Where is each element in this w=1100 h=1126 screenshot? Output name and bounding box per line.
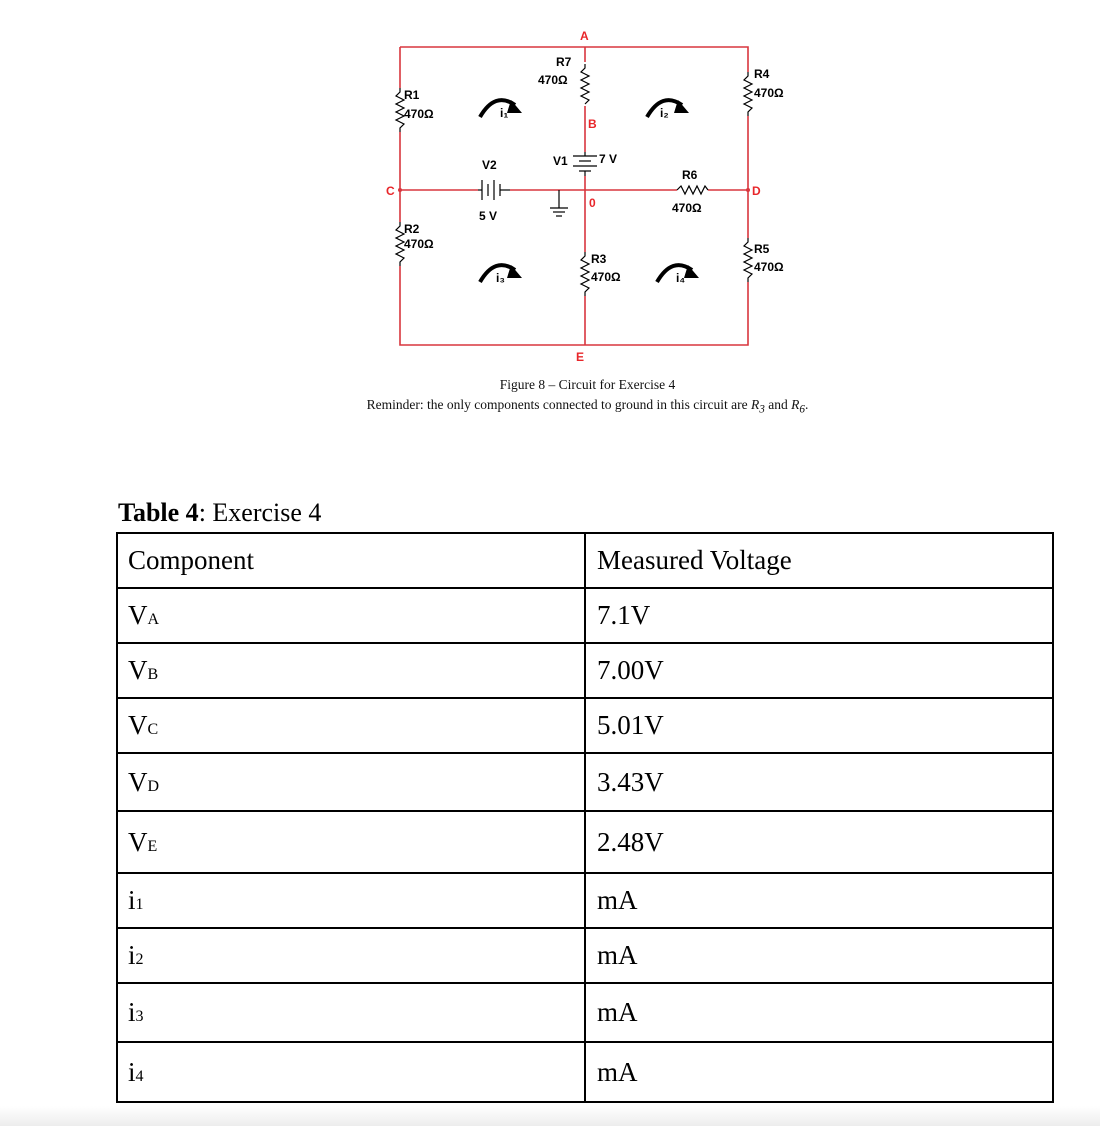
node-c-label: C [386, 184, 395, 198]
table-title-rest: : Exercise 4 [198, 498, 322, 527]
battery-v1 [553, 152, 617, 176]
table-header-row [117, 533, 1053, 588]
resistor-r5 [742, 238, 784, 282]
node-c-dot [398, 188, 402, 192]
r4-value: 470Ω [754, 86, 784, 100]
row-value[interactable]: 7.1V [585, 588, 1053, 643]
row-value[interactable]: 5.01V [585, 698, 1053, 753]
ground-icon [550, 208, 568, 216]
resistor-r1 [394, 88, 434, 132]
resistor-r2 [394, 222, 434, 266]
r7-value: 470Ω [538, 73, 568, 87]
r6-value: 470Ω [672, 201, 702, 215]
table-row [117, 811, 1053, 873]
node-a-label: A [580, 29, 589, 43]
node-d-label: D [752, 184, 761, 198]
row-label: VB [117, 643, 585, 698]
reminder-prefix: Reminder: the only components connected to ground in this circuit are [366, 397, 751, 412]
page-bottom-shadow [0, 1106, 1100, 1126]
table-row [117, 873, 1053, 928]
table-title-bold: Table 4 [118, 498, 199, 527]
reminder-and: and [764, 397, 792, 412]
v2-value: 5 V [479, 209, 498, 223]
row-value[interactable]: 2.48V [585, 811, 1053, 873]
i4-label: i₄ [676, 271, 686, 285]
row-label: i1 [117, 873, 585, 928]
v2-name: V2 [482, 158, 497, 172]
row-value[interactable]: mA [585, 1042, 1053, 1102]
figure-reminder: Reminder: the only components connected to ground in this circuit are $R_3$ and $R_6$. [366, 397, 809, 416]
node-e-label: E [576, 350, 585, 364]
row-label: VC [117, 698, 585, 753]
node-labels [386, 29, 761, 364]
node-0-label: 0 [589, 196, 596, 210]
table-row [117, 588, 1053, 643]
r5-name: R5 [754, 242, 770, 256]
circuit-wires [400, 47, 748, 345]
r4-name: R4 [754, 67, 770, 81]
table-row [117, 698, 1053, 753]
r2-value: 470Ω [404, 237, 434, 251]
row-value[interactable]: 7.00V [585, 643, 1053, 698]
battery-v2 [478, 158, 510, 223]
row-value[interactable]: 3.43V [585, 753, 1053, 811]
table-row [117, 983, 1053, 1042]
row-label: VE [117, 811, 585, 873]
table-row [117, 928, 1053, 983]
r1-value: 470Ω [404, 107, 434, 121]
i2-label: i₂ [660, 106, 669, 120]
table-row [117, 1042, 1053, 1102]
loop-current-i1 [480, 100, 522, 120]
reminder-r3: $R_3$ [750, 397, 765, 416]
r6-name: R6 [682, 168, 698, 182]
node-d-dot [746, 188, 750, 192]
i1-label: i₁ [500, 106, 509, 120]
resistor-r6 [672, 168, 708, 215]
table-title [118, 498, 321, 528]
resistor-r3 [579, 252, 621, 296]
figure-caption: Figure 8 – Circuit for Exercise 4 [499, 377, 676, 392]
measurement-table [116, 532, 1054, 1103]
row-label: VA [117, 588, 585, 643]
table-row [117, 753, 1053, 811]
resistor-r4 [742, 67, 784, 116]
resistor-r7 [538, 55, 591, 106]
loop-current-i3 [480, 265, 522, 285]
r3-name: R3 [591, 252, 607, 266]
v1-value: 7 V [599, 152, 618, 166]
row-value[interactable]: mA [585, 873, 1053, 928]
header-component: Component [117, 533, 585, 588]
row-value[interactable]: mA [585, 928, 1053, 983]
header-measured-voltage: Measured Voltage [585, 533, 1053, 588]
table-row [117, 643, 1053, 698]
r2-name: R2 [404, 222, 420, 236]
v1-name: V1 [553, 154, 568, 168]
i3-label: i₃ [496, 271, 505, 285]
row-value[interactable]: mA [585, 983, 1053, 1042]
row-label: i2 [117, 928, 585, 983]
row-label: VD [117, 753, 585, 811]
loop-current-i2 [647, 100, 689, 120]
r7-name: R7 [556, 55, 572, 69]
r1-name: R1 [404, 88, 420, 102]
reminder-r6: $R_6$ [791, 397, 805, 416]
row-label: i4 [117, 1042, 585, 1102]
node-b-label: B [588, 117, 597, 131]
r5-value: 470Ω [754, 260, 784, 274]
r3-value: 470Ω [591, 270, 621, 284]
row-label: i3 [117, 983, 585, 1042]
loop-current-i4 [657, 265, 699, 285]
